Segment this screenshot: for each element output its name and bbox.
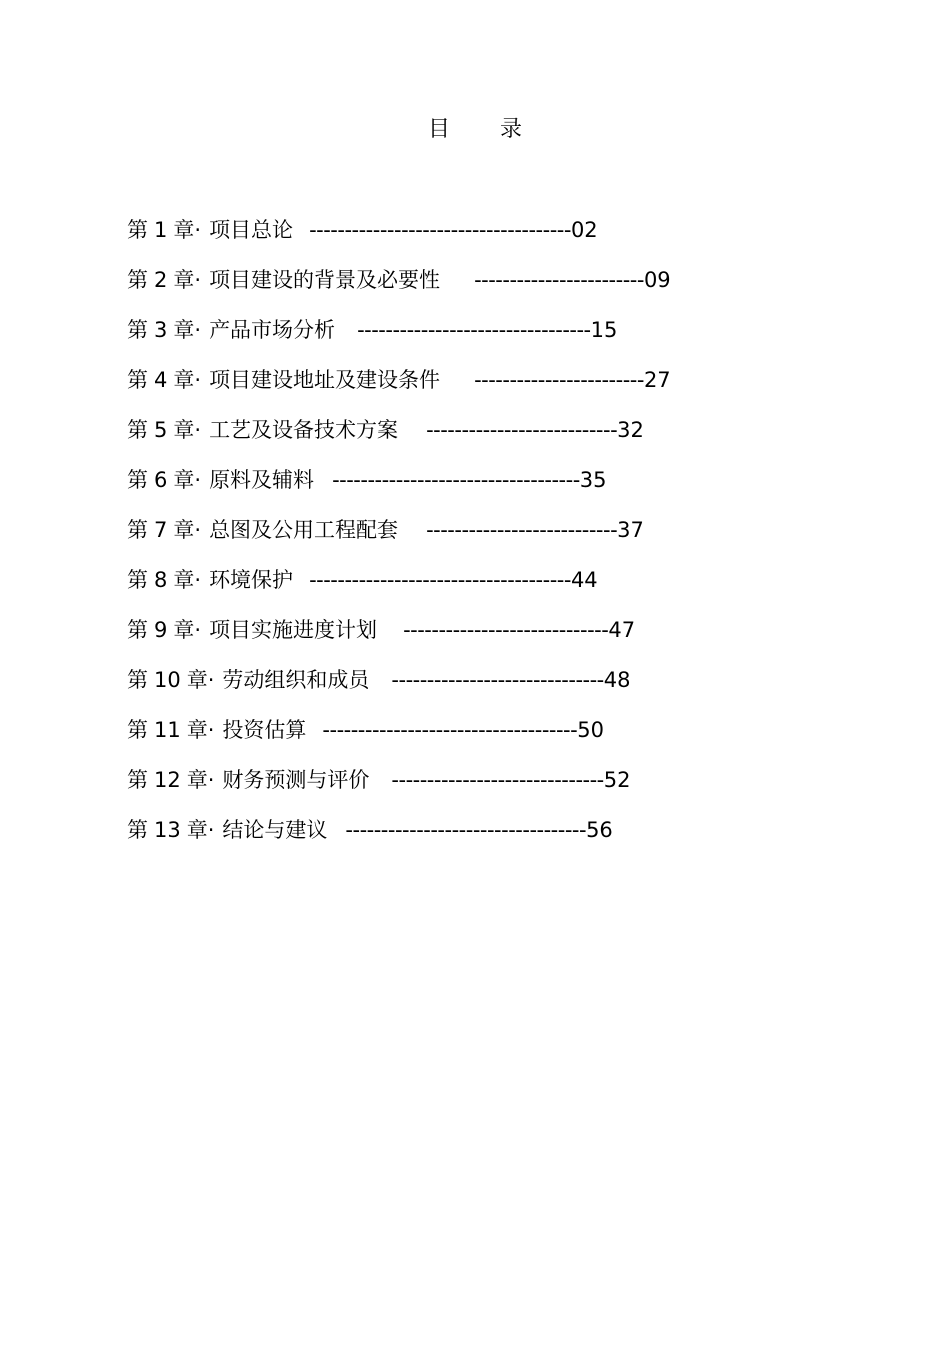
toc-entry[interactable]	[127, 463, 827, 513]
toc-dot-leader: ------------------------------	[391, 768, 604, 792]
toc-entry-title: 投资估算	[222, 718, 307, 742]
toc-dot-leader: ---------------------------	[426, 418, 618, 442]
toc-chapter-number: 6	[154, 468, 168, 492]
toc-title-char: 录	[500, 117, 523, 142]
toc-chapter-suffix: 章·	[186, 668, 215, 692]
toc-entry[interactable]	[127, 563, 827, 613]
toc-entry[interactable]	[127, 313, 827, 363]
toc-entry[interactable]	[127, 413, 827, 463]
toc-entry-title: 项目建设的背景及必要性	[209, 268, 441, 292]
toc-chapter-prefix: 第	[127, 218, 148, 242]
toc-entry[interactable]	[127, 613, 827, 663]
toc-chapter-prefix: 第	[127, 568, 148, 592]
toc-chapter-suffix: 章·	[173, 418, 202, 442]
toc-chapter-suffix: 章·	[173, 268, 202, 292]
toc-chapter-number: 10	[154, 668, 181, 692]
toc-chapter-number: 3	[154, 318, 168, 342]
toc-chapter-prefix: 第	[127, 618, 148, 642]
toc-entry[interactable]	[127, 663, 827, 713]
toc-entry-title: 工艺及设备技术方案	[209, 418, 399, 442]
toc-entry-title: 项目实施进度计划	[209, 618, 378, 642]
table-of-contents	[127, 213, 827, 863]
toc-chapter-suffix: 章·	[173, 368, 202, 392]
toc-chapter-suffix: 章·	[173, 468, 202, 492]
toc-entry[interactable]	[127, 813, 827, 863]
toc-page-number: 15	[590, 318, 618, 342]
toc-dot-leader: ---------------------------------	[357, 318, 591, 342]
toc-title	[0, 114, 950, 146]
toc-entry-title: 产品市场分析	[209, 318, 336, 342]
toc-chapter-number: 4	[154, 368, 168, 392]
toc-chapter-number: 7	[154, 518, 168, 542]
toc-page-number: 56	[586, 818, 613, 842]
toc-dot-leader: -------------------------------------	[309, 568, 571, 592]
toc-page-number: 09	[643, 268, 671, 292]
toc-dot-leader: -------------------------------------	[309, 218, 571, 242]
toc-chapter-suffix: 章·	[173, 568, 202, 592]
toc-chapter-number: 13	[154, 818, 181, 842]
toc-page-number: 48	[603, 668, 631, 692]
toc-chapter-number: 1	[154, 218, 168, 242]
toc-entry[interactable]	[127, 213, 827, 263]
toc-chapter-prefix: 第	[127, 518, 148, 542]
toc-dot-leader: -----------------------------------	[332, 468, 580, 492]
toc-chapter-suffix: 章·	[186, 768, 215, 792]
toc-chapter-number: 12	[154, 768, 181, 792]
toc-chapter-prefix: 第	[127, 268, 148, 292]
toc-dot-leader: ------------------------------------	[322, 718, 578, 742]
toc-page-number: 50	[577, 718, 604, 742]
toc-dot-leader: ------------------------	[474, 368, 644, 392]
toc-chapter-suffix: 章·	[173, 518, 202, 542]
toc-chapter-prefix: 第	[127, 368, 148, 392]
toc-page-number: 37	[617, 518, 644, 542]
toc-page-number: 35	[579, 468, 607, 492]
toc-page-number: 32	[617, 418, 644, 442]
toc-chapter-number: 9	[154, 618, 168, 642]
toc-chapter-prefix: 第	[127, 818, 148, 842]
toc-page-number: 27	[643, 368, 671, 392]
toc-entry[interactable]	[127, 763, 827, 813]
toc-page-number: 52	[603, 768, 631, 792]
toc-dot-leader: ----------------------------------	[345, 818, 587, 842]
toc-chapter-prefix: 第	[127, 418, 148, 442]
toc-chapter-prefix: 第	[127, 318, 148, 342]
toc-entry-title: 结论与建议	[222, 818, 328, 842]
toc-dot-leader: ------------------------------	[391, 668, 604, 692]
toc-entry-title: 财务预测与评价	[222, 768, 370, 792]
toc-chapter-number: 8	[154, 568, 168, 592]
toc-chapter-prefix: 第	[127, 468, 148, 492]
toc-chapter-suffix: 章·	[186, 818, 215, 842]
toc-dot-leader: ---------------------------	[426, 518, 618, 542]
toc-page-number: 47	[608, 618, 636, 642]
toc-chapter-suffix: 章·	[173, 318, 202, 342]
toc-title-char: 目	[427, 117, 450, 142]
toc-entry[interactable]	[127, 713, 827, 763]
toc-chapter-prefix: 第	[127, 668, 148, 692]
toc-entry-title: 原料及辅料	[209, 468, 315, 492]
toc-entry[interactable]	[127, 263, 827, 313]
toc-chapter-number: 5	[154, 418, 168, 442]
toc-chapter-number: 2	[154, 268, 168, 292]
toc-chapter-suffix: 章·	[186, 718, 215, 742]
toc-dot-leader: -----------------------------	[403, 618, 609, 642]
toc-entry[interactable]	[127, 363, 827, 413]
toc-entry-title: 环境保护	[209, 568, 294, 592]
toc-entry-title: 项目建设地址及建设条件	[209, 368, 441, 392]
toc-entry-title: 项目总论	[209, 218, 294, 242]
toc-page-number: 44	[570, 568, 598, 592]
toc-chapter-prefix: 第	[127, 718, 148, 742]
toc-chapter-suffix: 章·	[173, 218, 202, 242]
toc-chapter-suffix: 章·	[173, 618, 202, 642]
toc-entry-title: 劳动组织和成员	[222, 668, 370, 692]
toc-page-number: 02	[570, 218, 598, 242]
toc-dot-leader: ------------------------	[474, 268, 644, 292]
toc-entry[interactable]	[127, 513, 827, 563]
toc-chapter-prefix: 第	[127, 768, 148, 792]
toc-entry-title: 总图及公用工程配套	[209, 518, 399, 542]
toc-chapter-number: 11	[154, 718, 181, 742]
